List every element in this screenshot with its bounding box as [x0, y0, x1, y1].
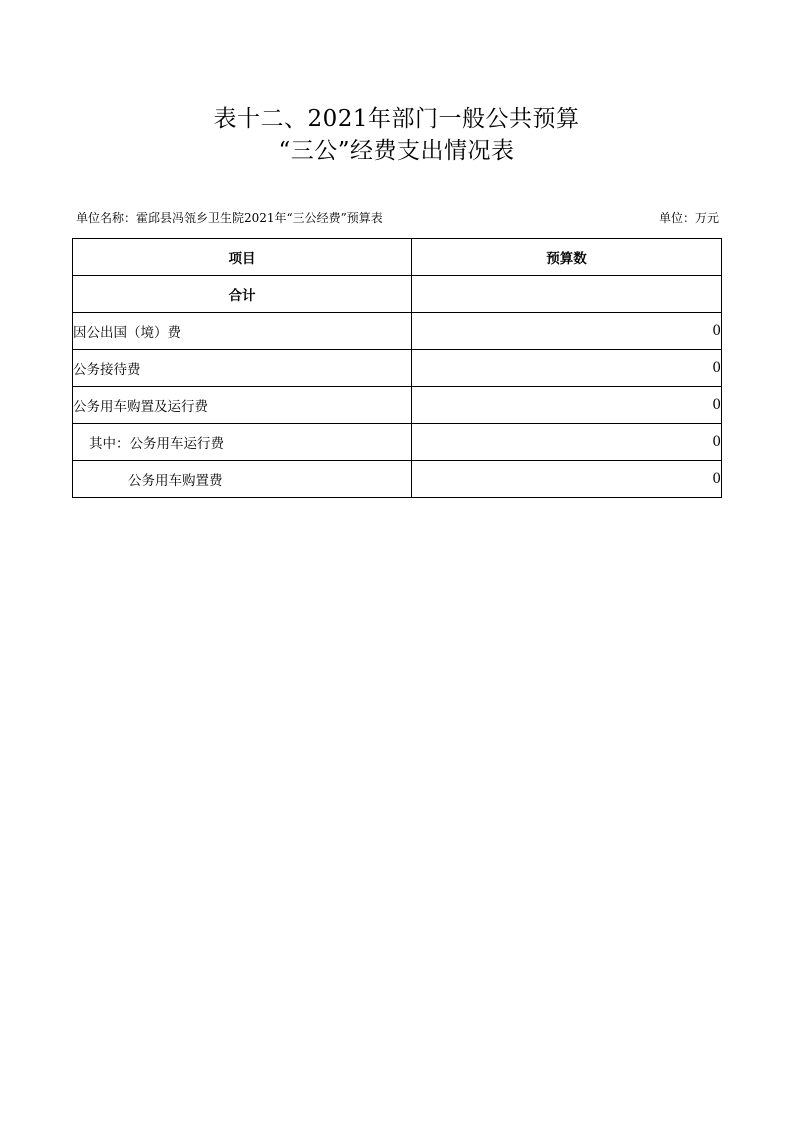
page-title-line-2: “三公”经费支出情况表	[278, 138, 515, 164]
row-value: 0	[412, 350, 722, 387]
table-row	[73, 424, 722, 461]
unit-name-label: 单位名称：霍邱县冯瓴乡卫生院2021年“三公经费”预算表	[76, 211, 383, 225]
row-value: 0	[412, 461, 722, 498]
table-row	[73, 461, 722, 498]
table-row	[73, 313, 722, 350]
currency-unit-label: 单位：万元	[658, 211, 719, 225]
total-value	[412, 276, 722, 313]
row-label: 公务用车购置费	[73, 461, 412, 498]
page-title-line-1: 表十二、2021年部门一般公共预算	[213, 106, 580, 132]
row-value: 0	[412, 424, 722, 461]
table-row	[73, 350, 722, 387]
row-label: 公务接待费	[73, 350, 412, 387]
row-label: 其中：公务用车运行费	[73, 424, 412, 461]
column-header-item: 项目	[73, 239, 412, 276]
row-value: 0	[412, 313, 722, 350]
table-header-row	[73, 239, 722, 276]
row-value: 0	[412, 387, 722, 424]
three-public-expenses-table	[72, 238, 722, 498]
row-label: 因公出国（境）费	[73, 313, 412, 350]
total-label: 合计	[73, 276, 412, 313]
column-header-budget: 预算数	[412, 239, 722, 276]
row-label: 公务用车购置及运行费	[73, 387, 412, 424]
table-row-total	[73, 276, 722, 313]
table-row	[73, 387, 722, 424]
